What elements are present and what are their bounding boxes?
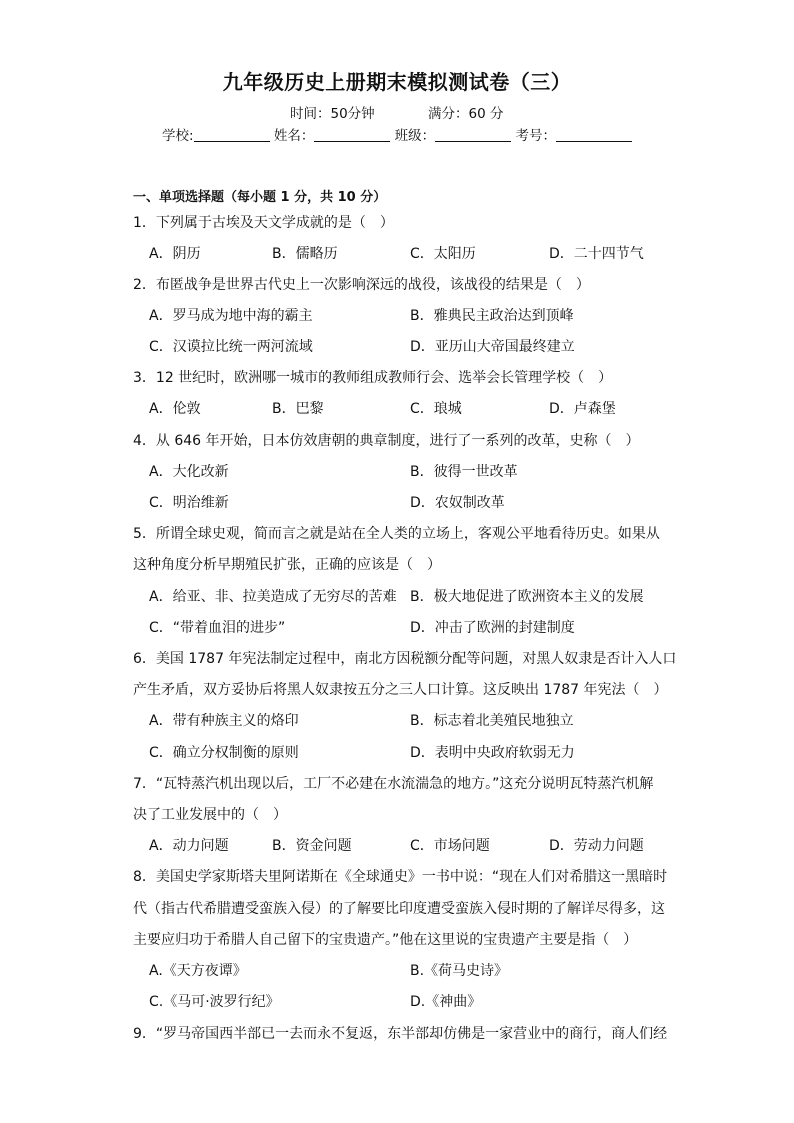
- question-4-option-d: D．农奴制改革: [410, 495, 505, 511]
- exam-number-label: 考号：: [515, 128, 556, 144]
- question-5-option-a: A．给亚、非、拉美造成了无穷尽的苦难: [149, 589, 397, 605]
- question-8-option-b: B.《荷马史诗》: [410, 963, 509, 979]
- question-8-option-d: D.《神曲》: [410, 994, 482, 1010]
- class-blank: [435, 127, 511, 142]
- question-6-option-a: A．带有种族主义的烙印: [149, 713, 299, 729]
- question-8-text-line-2: 代（指古代希腊遭受蛮族入侵）的了解要比印度遭受蛮族入侵时期的了解详尽得多，这: [133, 901, 665, 917]
- question-1-option-a: A．阴历: [149, 246, 201, 262]
- question-6-text-line-1: 6．美国 1787 年宪法制定过程中，南北方因税额分配等问题，对黑人奴隶是否计入人口: [133, 651, 677, 667]
- name-label: 姓名：: [273, 128, 315, 144]
- question-5-option-d: D．冲击了欧洲的封建制度: [410, 620, 575, 636]
- question-8-text-line-3: 主要应归功于希腊人自己留下的宝贵遗产。”他在这里说的宝贵遗产主要是指（ ）: [133, 932, 638, 948]
- question-8-option-c: C.《马可·波罗行纪》: [149, 994, 280, 1010]
- question-3-option-d: D．卢森堡: [549, 401, 616, 417]
- question-4-option-a: A．大化改新: [149, 464, 229, 480]
- school-blank: [194, 127, 270, 142]
- question-7-option-a: A．动力问题: [149, 838, 229, 854]
- question-2-text: 2．布匿战争是世界古代史上一次影响深远的战役，该战役的结果是（ ）: [133, 277, 590, 293]
- question-5-text-line-2: 这种角度分析早期殖民扩张，正确的应该是（ ）: [133, 557, 441, 573]
- question-1-text: 1．下列属于古埃及天文学成就的是（ ）: [133, 215, 394, 231]
- question-7-option-d: D．劳动力问题: [549, 838, 644, 854]
- question-8-text-line-1: 8．美国史学家斯塔夫里阿诺斯在《全球通史》一书中说：“现在人们对希腊这一黑暗时: [133, 869, 668, 885]
- question-2-option-b: B．雅典民主政治达到顶峰: [410, 308, 574, 324]
- question-5-option-b: B．极大地促进了欧洲资本主义的发展: [410, 589, 644, 605]
- question-3-option-b: B．巴黎: [272, 401, 324, 417]
- name-blank: [314, 127, 390, 142]
- class-label: 班级：: [394, 128, 436, 144]
- question-3-text: 3．12 世纪时，欧洲哪一城市的教师组成教师行会、选举会长管理学校（ ）: [133, 370, 613, 386]
- question-2-option-d: D．亚历山大帝国最终建立: [410, 339, 575, 355]
- full-score: 满分：60 分: [428, 106, 504, 122]
- question-4-option-c: C．明治维新: [149, 495, 229, 511]
- question-8-option-a: A.《天方夜谭》: [149, 963, 247, 979]
- exam-number-blank: [556, 127, 632, 142]
- student-info-row: [0, 124, 794, 144]
- question-7-text-line-1: 7．“瓦特蒸汽机出现以后，工厂不必建在水流湍急的地方。”这充分说明瓦特蒸汽机解: [133, 776, 654, 792]
- question-1-option-c: C．太阳历: [410, 246, 476, 262]
- question-1-option-b: B．儒略历: [272, 246, 338, 262]
- school-label: 学校:: [162, 128, 194, 144]
- question-7-option-c: C．市场问题: [410, 838, 490, 854]
- question-3-option-a: A．伦敦: [149, 401, 201, 417]
- question-3-option-c: C．琅城: [410, 401, 462, 417]
- question-6-option-b: B．标志着北美殖民地独立: [410, 713, 574, 729]
- question-7-text-line-2: 决了工业发展中的（ ）: [133, 807, 287, 823]
- question-6-option-d: D．表明中央政府软弱无力: [410, 745, 575, 761]
- question-4-option-b: B．彼得一世改革: [410, 464, 518, 480]
- question-2-option-c: C．汉谟拉比统一两河流域: [149, 339, 313, 355]
- question-5-text-line-1: 5．所谓全球史观，简而言之就是站在全人类的立场上，客观公平地看待历史。如果从: [133, 526, 660, 542]
- question-4-text: 4．从 646 年开始，日本仿效唐朝的典章制度，进行了一系列的改革，史称（ ）: [133, 433, 640, 449]
- question-7-option-b: B．资金问题: [272, 838, 352, 854]
- question-6-text-line-2: 产生矛盾，双方妥协后将黑人奴隶按五分之三人口计算。这反映出 1787 年宪法（ ）: [133, 682, 668, 698]
- question-9-text-line-1: 9．“罗马帝国西半部已一去而永不复返，东半部却仿佛是一家营业中的商行，商人们经: [133, 1026, 668, 1042]
- question-1-option-d: D．二十四节气: [549, 246, 644, 262]
- question-6-option-c: C．确立分权制衡的原则: [149, 745, 299, 761]
- exam-time: 时间：50分钟: [290, 106, 375, 122]
- page-title: 九年级历史上册期末模拟测试卷（三）: [222, 70, 572, 94]
- question-2-option-a: A．罗马成为地中海的霸主: [149, 308, 313, 324]
- question-5-option-c: C．“带着血泪的进步”: [149, 620, 286, 636]
- section-heading: 一、单项选择题（每小题 1 分，共 10 分）: [133, 190, 387, 205]
